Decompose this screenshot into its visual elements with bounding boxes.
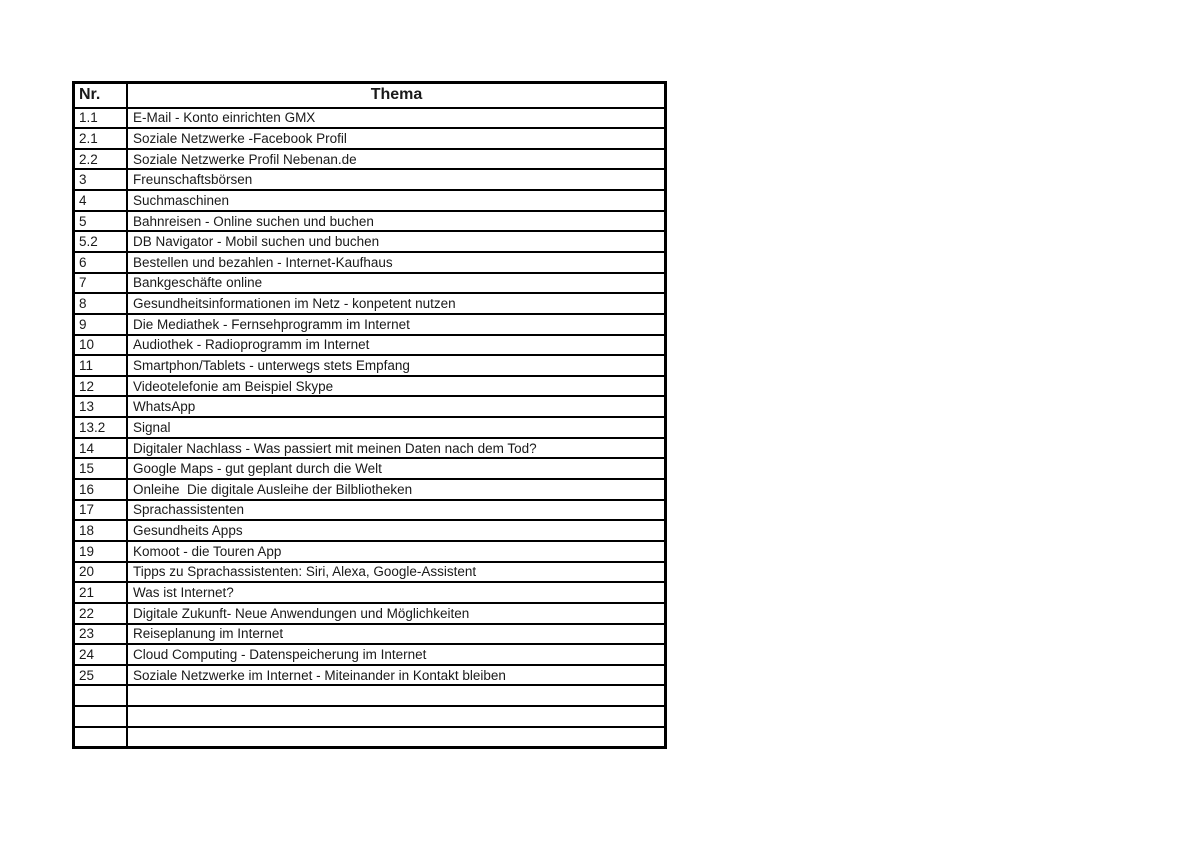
table-row xyxy=(74,706,666,727)
row-nr-cell: 22 xyxy=(74,603,128,624)
row-thema-cell: Die Mediathek - Fernsehprogramm im Internet xyxy=(127,314,666,335)
row-thema-cell: Was ist Internet? xyxy=(127,582,666,603)
table-row xyxy=(74,128,666,149)
table-row xyxy=(74,273,666,294)
row-thema-cell: Videotelefonie am Beispiel Skype xyxy=(127,376,666,397)
table-row xyxy=(74,727,666,748)
row-nr-cell: 7 xyxy=(74,273,128,294)
row-nr-cell: 5 xyxy=(74,211,128,232)
row-nr-cell: 8 xyxy=(74,293,128,314)
table-row xyxy=(74,376,666,397)
table-row xyxy=(74,396,666,417)
row-nr-cell: 15 xyxy=(74,458,128,479)
row-thema-cell: DB Navigator - Mobil suchen und buchen xyxy=(127,231,666,252)
table-row xyxy=(74,562,666,583)
row-thema-cell: Komoot - die Touren App xyxy=(127,541,666,562)
table-body xyxy=(74,108,666,748)
table-header xyxy=(74,83,666,108)
row-thema-cell: Soziale Netzwerke im Internet - Miteinander in Kontakt bleiben xyxy=(127,665,666,686)
row-thema-cell: Gesundheitsinformationen im Netz - konpetent nutzen xyxy=(127,293,666,314)
row-thema-cell xyxy=(127,727,666,748)
table-row xyxy=(74,541,666,562)
row-nr-cell: 6 xyxy=(74,252,128,273)
row-nr-cell: 18 xyxy=(74,520,128,541)
row-nr-cell: 4 xyxy=(74,190,128,211)
table-row xyxy=(74,190,666,211)
table-row xyxy=(74,314,666,335)
table-row xyxy=(74,500,666,521)
topics-table xyxy=(72,81,667,749)
row-nr-cell: 11 xyxy=(74,355,128,376)
row-nr-cell: 13 xyxy=(74,396,128,417)
table-row xyxy=(74,644,666,665)
table-row xyxy=(74,231,666,252)
row-nr-cell: 1.1 xyxy=(74,108,128,129)
row-thema-cell: Soziale Netzwerke Profil Nebenan.de xyxy=(127,149,666,170)
row-thema-cell: Bahnreisen - Online suchen und buchen xyxy=(127,211,666,232)
row-thema-cell: Reiseplanung im Internet xyxy=(127,624,666,645)
row-thema-cell: Soziale Netzwerke -Facebook Profil xyxy=(127,128,666,149)
table-row xyxy=(74,149,666,170)
header-row xyxy=(74,83,666,108)
row-nr-cell: 14 xyxy=(74,438,128,459)
row-thema-cell: E-Mail - Konto einrichten GMX xyxy=(127,108,666,129)
table-row xyxy=(74,603,666,624)
row-thema-cell: Bestellen und bezahlen - Internet-Kaufhaus xyxy=(127,252,666,273)
row-nr-cell: 24 xyxy=(74,644,128,665)
row-thema-cell: Onleihe Die digitale Ausleihe der Bilbliotheken xyxy=(127,479,666,500)
header-cell-nr: Nr. xyxy=(74,83,128,108)
row-nr-cell: 21 xyxy=(74,582,128,603)
table-row xyxy=(74,108,666,129)
table-row xyxy=(74,355,666,376)
row-thema-cell: Gesundheits Apps xyxy=(127,520,666,541)
table-row xyxy=(74,582,666,603)
row-nr-cell: 9 xyxy=(74,314,128,335)
row-nr-cell: 17 xyxy=(74,500,128,521)
header-cell-thema: Thema xyxy=(127,83,666,108)
row-thema-cell: Digitaler Nachlass - Was passiert mit meinen Daten nach dem Tod? xyxy=(127,438,666,459)
row-nr-cell xyxy=(74,727,128,748)
row-nr-cell: 2.2 xyxy=(74,149,128,170)
table-row xyxy=(74,438,666,459)
table-row xyxy=(74,685,666,706)
table-row xyxy=(74,417,666,438)
row-nr-cell: 16 xyxy=(74,479,128,500)
row-nr-cell: 10 xyxy=(74,335,128,356)
row-thema-cell: Signal xyxy=(127,417,666,438)
row-thema-cell: Smartphon/Tablets - unterwegs stets Empfang xyxy=(127,355,666,376)
row-thema-cell xyxy=(127,685,666,706)
row-thema-cell: Google Maps - gut geplant durch die Welt xyxy=(127,458,666,479)
row-nr-cell xyxy=(74,685,128,706)
row-thema-cell xyxy=(127,706,666,727)
row-thema-cell: Sprachassistenten xyxy=(127,500,666,521)
table-row xyxy=(74,169,666,190)
table-row xyxy=(74,211,666,232)
table-row xyxy=(74,520,666,541)
table-row xyxy=(74,335,666,356)
table-row xyxy=(74,458,666,479)
row-nr-cell: 2.1 xyxy=(74,128,128,149)
row-nr-cell: 5.2 xyxy=(74,231,128,252)
row-nr-cell: 13.2 xyxy=(74,417,128,438)
row-thema-cell: WhatsApp xyxy=(127,396,666,417)
table-row xyxy=(74,624,666,645)
row-nr-cell: 23 xyxy=(74,624,128,645)
row-nr-cell: 25 xyxy=(74,665,128,686)
table-row xyxy=(74,665,666,686)
table-row xyxy=(74,479,666,500)
row-nr-cell: 19 xyxy=(74,541,128,562)
row-nr-cell: 12 xyxy=(74,376,128,397)
row-thema-cell: Freunschaftsbörsen xyxy=(127,169,666,190)
row-thema-cell: Cloud Computing - Datenspeicherung im Internet xyxy=(127,644,666,665)
row-nr-cell: 20 xyxy=(74,562,128,583)
row-nr-cell xyxy=(74,706,128,727)
row-nr-cell: 3 xyxy=(74,169,128,190)
table-row xyxy=(74,293,666,314)
row-thema-cell: Tipps zu Sprachassistenten: Siri, Alexa, Google-Assistent xyxy=(127,562,666,583)
row-thema-cell: Digitale Zukunft- Neue Anwendungen und Möglichkeiten xyxy=(127,603,666,624)
row-thema-cell: Audiothek - Radioprogramm im Internet xyxy=(127,335,666,356)
table-row xyxy=(74,252,666,273)
row-thema-cell: Bankgeschäfte online xyxy=(127,273,666,294)
row-thema-cell: Suchmaschinen xyxy=(127,190,666,211)
